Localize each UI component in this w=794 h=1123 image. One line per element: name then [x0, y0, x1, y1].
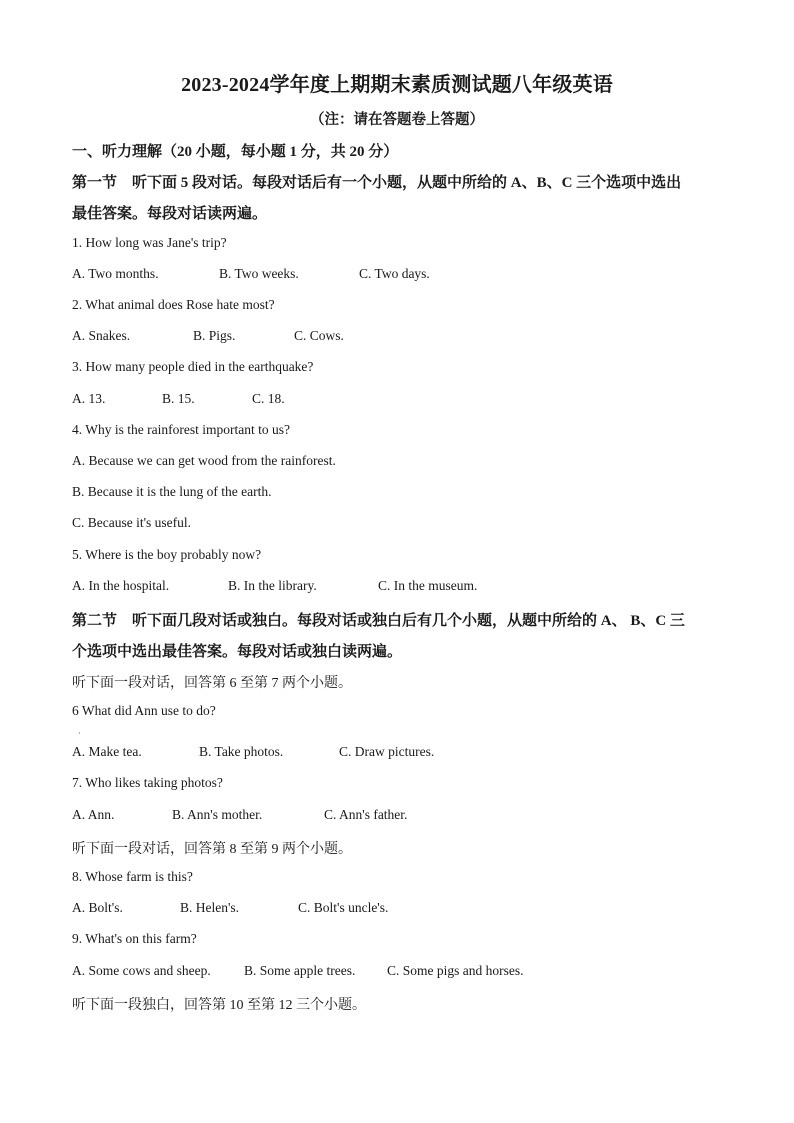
question-9-option-b: B. Some apple trees. [244, 963, 356, 978]
question-3-option-c: C. 18. [252, 391, 285, 406]
question-7-option-a: A. Ann. [72, 807, 115, 822]
question-8-option-a: A. Bolt's. [72, 900, 123, 915]
section1-instruction-line1: 第一节 听下面 5 段对话。每段对话后有一个小题，从题中所给的 A、B、C 三个选项中选出 [72, 175, 682, 191]
question-1-option-c: C. Two days. [359, 266, 430, 281]
question-4-option-a: A. Because we can get wood from the rainforest. [72, 453, 336, 468]
question-3-option-a: A. 13. [72, 391, 106, 406]
question-5-option-c: C. In the museum. [378, 578, 478, 593]
question-6-option-a: A. Make tea. [72, 744, 142, 759]
question-1-option-b: B. Two weeks. [219, 266, 299, 281]
section1-instruction-line2: 最佳答案。每段对话读两遍。 [72, 206, 268, 222]
question-8: 8. Whose farm is this? [72, 869, 193, 884]
instruction-q6-7: 听下面一段对话，回答第 6 至第 7 两个小题。 [72, 676, 352, 691]
question-6: 6 What did Ann use to do? [72, 703, 216, 718]
question-1: 1. How long was Jane's trip? [72, 235, 227, 250]
question-8-option-c: C. Bolt's uncle's. [298, 900, 389, 915]
question-6-option-c: C. Draw pictures. [339, 744, 435, 759]
question-9: 9. What's on this farm? [72, 931, 197, 946]
question-2-option-c: C. Cows. [294, 328, 344, 343]
question-4: 4. Why is the rainforest important to us? [72, 422, 290, 437]
question-6-option-b: B. Take photos. [199, 744, 284, 759]
instruction-q10-12: 听下面一段独白，回答第 10 至第 12 三个小题。 [72, 998, 366, 1013]
page-title: 2023-2024学年度上期期末素质测试题八年级英语 [181, 74, 613, 96]
question-2: 2. What animal does Rose hate most? [72, 297, 275, 312]
question-5-option-b: B. In the library. [228, 578, 317, 593]
stray-dot: · [78, 729, 81, 738]
section2-instruction-line1: 第二节 听下面几段对话或独白。每段对话或独白后有几个小题，从题中所给的 A、 B、C 三 [72, 613, 685, 629]
instruction-q8-9: 听下面一段对话，回答第 8 至第 9 两个小题。 [72, 842, 352, 857]
question-5: 5. Where is the boy probably now? [72, 547, 262, 562]
question-3: 3. How many people died in the earthquake? [72, 359, 314, 374]
question-9-option-a: A. Some cows and sheep. [72, 963, 211, 978]
question-7: 7. Who likes taking photos? [72, 775, 223, 790]
question-9-option-c: C. Some pigs and horses. [387, 963, 524, 978]
page-subtitle: （注：请在答题卷上答题） [310, 112, 484, 128]
section2-instruction-line2: 个选项中选出最佳答案。每段对话或独白读两遍。 [72, 644, 403, 660]
question-3-option-b: B. 15. [162, 391, 195, 406]
question-7-option-c: C. Ann's father. [324, 807, 408, 822]
question-8-option-b: B. Helen's. [180, 900, 240, 915]
question-5-option-a: A. In the hospital. [72, 578, 170, 593]
question-2-option-a: A. Snakes. [72, 328, 131, 343]
question-4-option-c: C. Because it's useful. [72, 515, 192, 530]
question-7-option-b: B. Ann's mother. [172, 807, 263, 822]
question-4-option-b: B. Because it is the lung of the earth. [72, 484, 272, 499]
part-heading: 一、听力理解（20 小题，每小题 1 分，共 20 分） [72, 144, 399, 160]
question-2-option-b: B. Pigs. [193, 328, 236, 343]
question-1-option-a: A. Two months. [72, 266, 159, 281]
